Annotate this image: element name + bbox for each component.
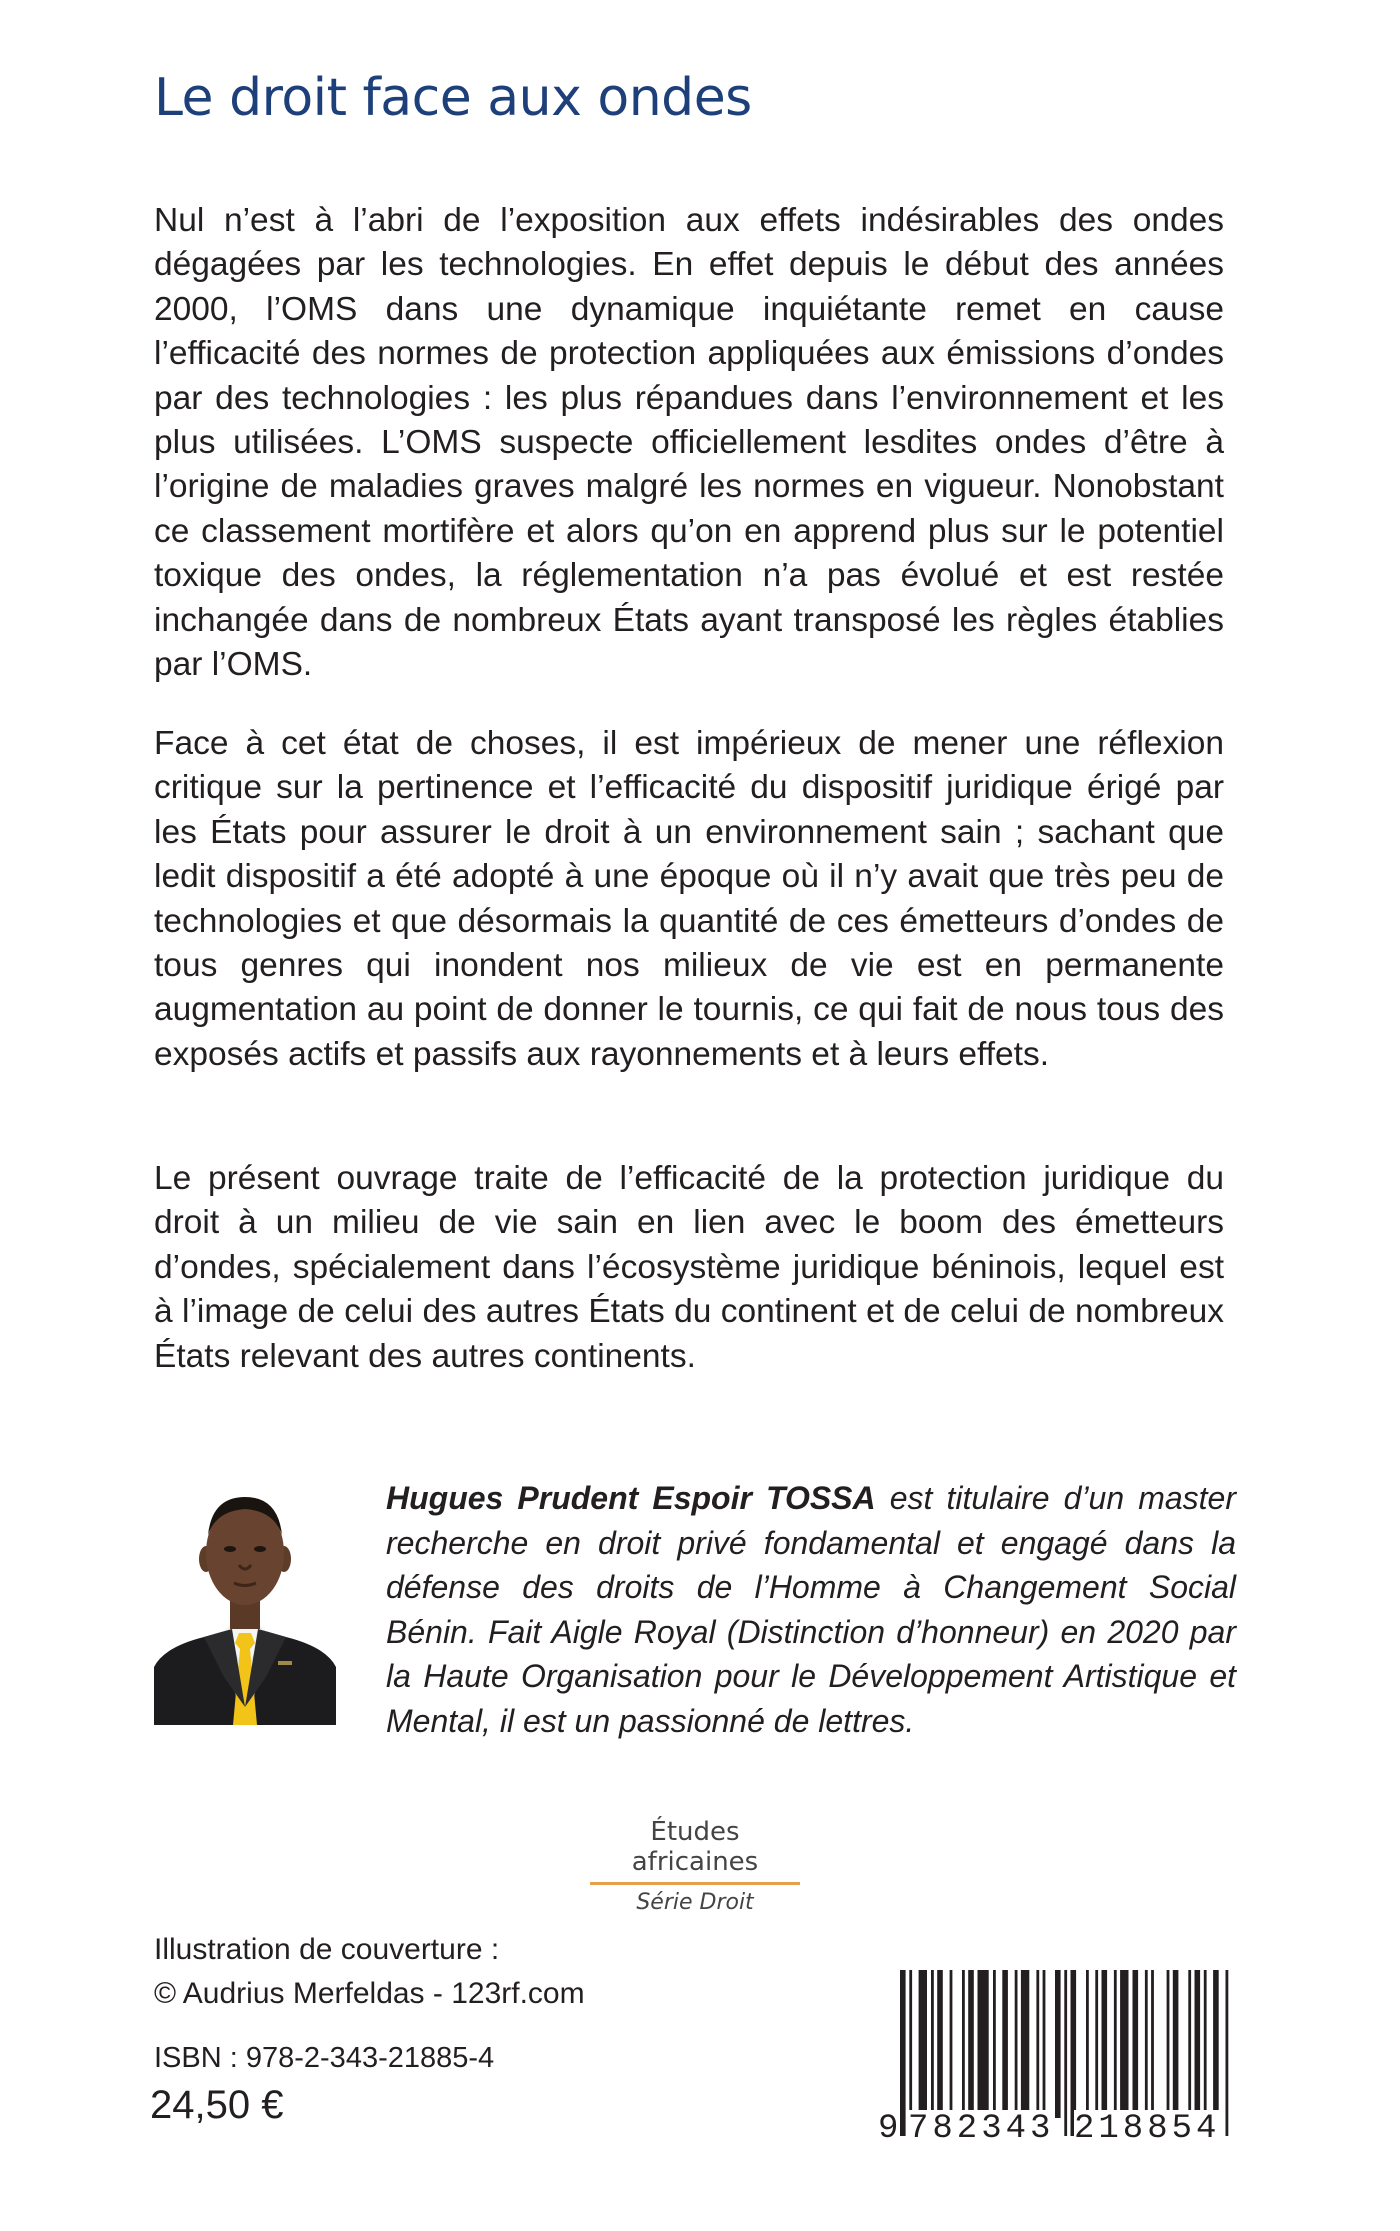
summary-paragraph-3: Le présent ouvrage traite de l’efficacité de la protection juridique du droit à un milieu de vie sain en lien avec le boom des émetteurs d’ondes, spécialement dans l’écosystème juridique béninois, lequel est à l’image de celui des autres États du continent et de celui de nombreux États relevant des autres continents. — [154, 1160, 1224, 1375]
barcode-bar — [1055, 1970, 1061, 2118]
barcode-bar — [1213, 1970, 1219, 2118]
barcode-bar — [1086, 1970, 1089, 2118]
barcode-bar — [1021, 1970, 1029, 2118]
barcode-bar — [919, 1970, 927, 2118]
barcode-bar — [993, 1970, 996, 2118]
book-title: Le droit face aux ondes — [154, 68, 752, 128]
barcode-bar — [1204, 1970, 1207, 2118]
barcode-bar — [1151, 1970, 1154, 2118]
author-bio-text: est titulaire d’un master recherche en droit privé fondamental et engagé dans la défense des droits de l’Homme à Changement Social Bénin. Fait Aigle Royal (Distinction d’honneur) en 2020 par la Haute Organisation pour le Développement Artistique et Mental, il est un passionné de lettres. — [386, 1480, 1237, 1739]
barcode-bar — [937, 1970, 943, 2118]
barcode-bar — [1120, 1970, 1128, 2118]
cover-credit — [154, 1928, 585, 2016]
series-subseries: Série Droit — [636, 1890, 754, 1915]
barcode — [878, 1970, 1238, 2146]
cover-credit-label: Illustration de couverture : — [154, 1933, 500, 1966]
barcode-digits-left: 782343 — [908, 2110, 1055, 2148]
barcode-bar — [1095, 1970, 1098, 2118]
barcode-bar — [1043, 1970, 1046, 2118]
author-name: Hugues Prudent Espoir TOSSA — [386, 1480, 876, 1516]
barcode-bar — [1188, 1970, 1191, 2118]
series-logo — [590, 1817, 800, 1915]
barcode-bar — [1114, 1970, 1117, 2118]
barcode-bar — [962, 1970, 965, 2118]
barcode-bar — [1145, 1970, 1148, 2118]
barcode-bar — [950, 1970, 953, 2118]
barcode-bar — [1102, 1970, 1108, 2118]
summary-paragraph-2: Face à cet état de choses, il est impérieux de mener une réflexion critique sur la pertinence et l’efficacité du dispositif juridique érigé par les États pour assurer le droit à un environnement sain ; sachant que ledit dispositif a été adopté à une époque où il n’y avait que très peu de technologies et que désormais la quantité de ces émetteurs d’ondes de tous genres qui inondent nos milieux de vie est en permanente augmentation au point de donner le tournis, ce qui fait de nous tous des exposés actifs et passifs aux rayonnements et à leurs effets. — [154, 725, 1224, 1073]
summary-paragraph-1: Nul n’est à l’abri de l’exposition aux effets indésirables des ondes dégagées par les technologies. En effet depuis le début des années 2000, l’OMS dans une dynamique inquiétante remet en cause l’efficacité des normes de protection appliquées aux émissions d’ondes par des technologies : les plus répandues dans l’environnement et les plus utilisées. L’OMS suspecte officiellement lesdites ondes d’être à l’origine de maladies graves malgré les normes en vigueur. Nonobstant ce classement mortifère et alors qu’on en apprend plus sur le potentiel toxique des ondes, la réglementation n’a pas évolué et est restée inchangée dans de nombreux États ayant transposé les règles établies par l’OMS. — [154, 202, 1224, 684]
barcode-bar — [968, 1970, 974, 2118]
barcode-bar — [1015, 1970, 1018, 2118]
author-bio — [386, 1476, 1236, 1743]
barcode-bar — [1002, 1970, 1008, 2118]
barcode-bar — [1036, 1970, 1039, 2118]
cover-credit-value: © Audrius Merfeldas - 123rf.com — [154, 1977, 585, 2010]
barcode-digits-right: 218854 — [1074, 2110, 1221, 2148]
barcode-bar — [1173, 1970, 1179, 2118]
barcode-bar — [1133, 1970, 1139, 2118]
author-photo — [154, 1477, 336, 1725]
barcode-bar — [1195, 1970, 1201, 2118]
isbn: ISBN : 978-2-343-21885-4 — [154, 2042, 495, 2074]
barcode-bar — [931, 1970, 934, 2118]
barcode-bar — [1167, 1970, 1170, 2118]
price: 24,50 € — [150, 2083, 284, 2127]
barcode-bar — [978, 1970, 989, 2118]
barcode-digit-first: 9 — [878, 2110, 899, 2148]
series-name: Études africaines — [590, 1817, 800, 1885]
barcode-digits — [878, 2110, 1238, 2150]
